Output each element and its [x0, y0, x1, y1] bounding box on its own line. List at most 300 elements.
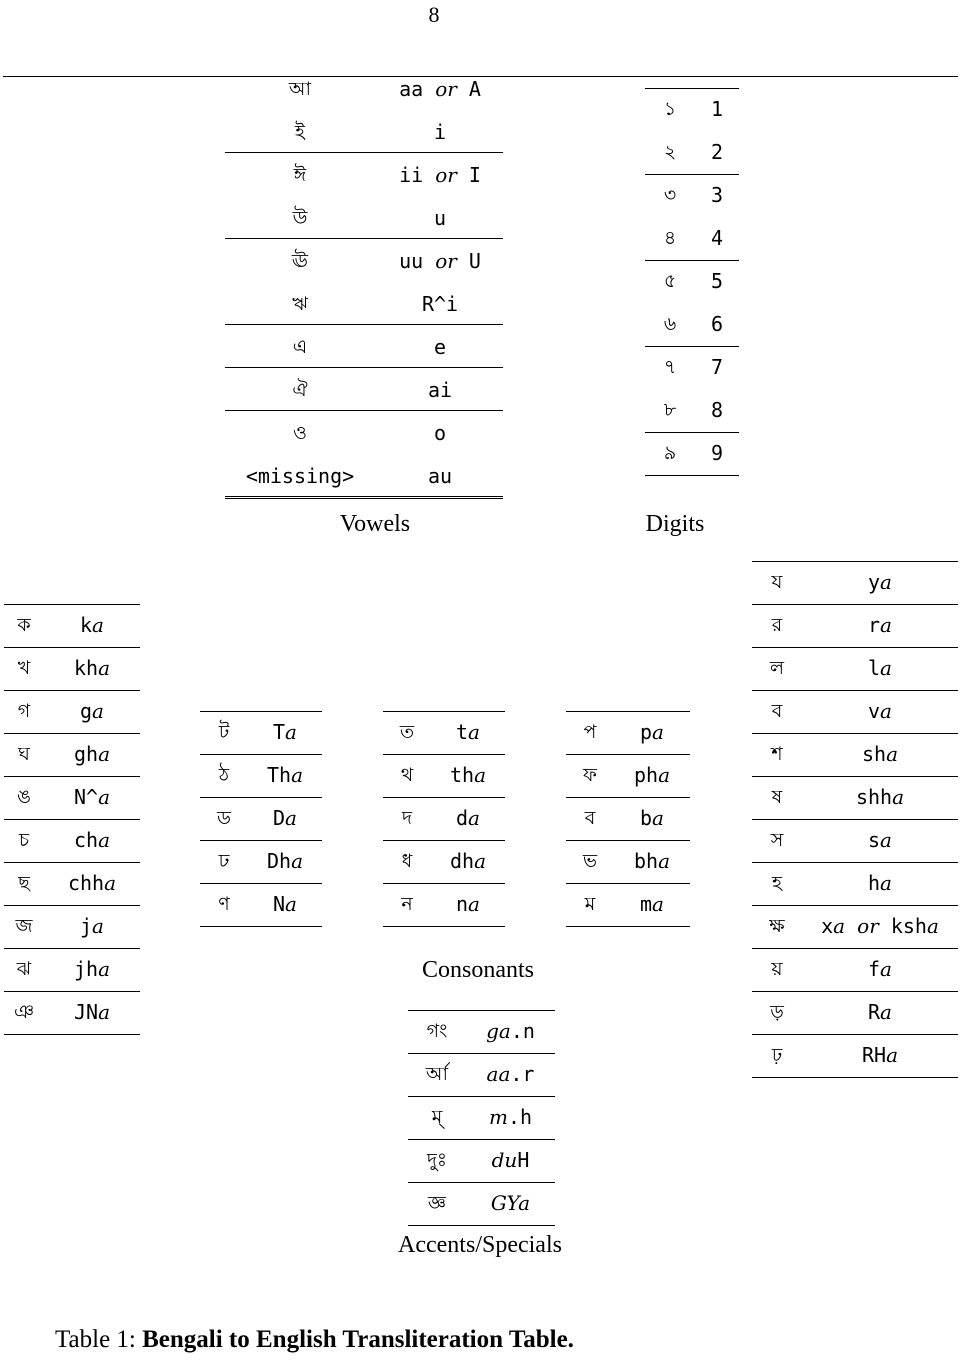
vowel-or: or	[435, 163, 457, 187]
consonant-latin	[44, 905, 140, 948]
page-number: 8	[428, 2, 440, 27]
consonant-bengali: য	[771, 571, 783, 593]
consonant-latin	[614, 797, 690, 840]
consonant-alt-vowel: a	[926, 914, 939, 938]
consonant-latin-vowel: a	[285, 892, 297, 916]
consonant-bengali: ত	[399, 721, 415, 743]
accent-latin-mod: a	[518, 1191, 531, 1215]
consonant-row	[4, 991, 140, 1034]
consonant-latin-root: JN	[73, 1000, 99, 1024]
vowel-alt: U	[468, 249, 481, 273]
consonant-latin-vowel: a	[98, 742, 111, 766]
consonant-latin-root: ch	[73, 828, 99, 852]
consonant-bengali: প	[583, 721, 597, 743]
row-rule	[566, 926, 690, 927]
vowel-bengali: ই	[295, 121, 305, 143]
consonant-latin-vowel: a	[652, 806, 664, 830]
consonant-latin-root: y	[868, 570, 881, 594]
vowel-row	[225, 197, 503, 240]
consonant-latin-vowel: a	[285, 806, 297, 830]
consonant-row	[383, 797, 505, 840]
consonant-latin	[614, 883, 690, 926]
consonant-bengali: র	[771, 614, 783, 636]
consonant-latin-root: gh	[73, 742, 99, 766]
consonant-row	[752, 991, 958, 1034]
consonant-row	[752, 733, 958, 776]
consonant-latin	[431, 711, 505, 754]
consonant-latin-root: jh	[73, 957, 99, 981]
consonant-row	[752, 862, 958, 905]
consonant-latin	[802, 1034, 958, 1077]
consonant-latin-vowel: a	[98, 957, 111, 981]
consonant-latin	[802, 561, 958, 604]
consonant-bengali: ঢ়	[771, 1044, 783, 1066]
consonant-row	[752, 905, 958, 948]
consonants-caption: Consonants	[421, 957, 534, 983]
consonant-latin	[44, 647, 140, 690]
digit-latin: 5	[710, 269, 724, 293]
consonant-row	[4, 862, 140, 905]
consonant-bengali: ড়	[770, 1001, 784, 1023]
consonant-row	[566, 754, 690, 797]
consonant-latin-vowel: a	[92, 613, 104, 637]
consonant-bengali: গ	[17, 700, 31, 722]
vowel-row	[225, 240, 503, 283]
consonant-row	[200, 797, 322, 840]
consonant-bengali: ণ	[218, 893, 230, 915]
vowel-bengali: ঐ	[292, 379, 308, 401]
vowel-latin	[365, 197, 515, 240]
consonant-latin	[431, 840, 505, 883]
consonant-latin-vowel: a	[291, 763, 304, 787]
row-rule	[408, 1225, 555, 1226]
consonant-latin-root: bh	[633, 849, 659, 873]
consonant-latin-vowel: a	[285, 720, 297, 744]
vowel-row	[225, 326, 503, 369]
consonant-latin	[431, 754, 505, 797]
vowel-or: or	[435, 249, 457, 273]
consonant-latin	[248, 711, 322, 754]
consonant-latin-vowel: a	[886, 742, 899, 766]
consonant-row	[752, 690, 958, 733]
consonants-col2	[200, 711, 322, 926]
consonant-bengali: ট	[218, 721, 230, 743]
consonant-latin-root: chh	[67, 871, 105, 895]
consonant-latin-root: l	[868, 656, 881, 680]
vowel-row	[225, 283, 503, 326]
consonant-latin	[802, 862, 958, 905]
consonant-row	[383, 711, 505, 754]
consonant-latin-root: RH	[861, 1043, 887, 1067]
consonant-latin-root: dh	[449, 849, 475, 873]
vowel-row	[225, 412, 503, 455]
table-caption	[55, 1326, 574, 1354]
accent-latin-mod: .r	[510, 1062, 535, 1086]
vowel-latin-main: u	[433, 206, 447, 230]
consonant-latin	[802, 733, 958, 776]
accent-row	[408, 1139, 555, 1182]
consonant-latin	[44, 690, 140, 733]
consonant-row	[752, 776, 958, 819]
accent-latin	[466, 1139, 555, 1182]
consonant-latin-root: R	[868, 1000, 881, 1024]
accents-caption: Accents/Specials	[398, 1232, 562, 1258]
consonant-bengali: ল	[769, 657, 785, 679]
consonant-latin-vowel: a	[658, 763, 671, 787]
vowel-bengali: ও	[293, 422, 307, 444]
row-rule	[225, 496, 503, 497]
digit-row	[645, 260, 739, 303]
consonant-latin-vowel: a	[474, 763, 487, 787]
consonant-latin-root: r	[868, 613, 881, 637]
consonant-latin-vowel: a	[880, 828, 892, 852]
consonant-row	[4, 819, 140, 862]
consonant-latin-root: kh	[73, 656, 99, 680]
consonant-latin-vowel: a	[104, 871, 117, 895]
consonant-latin	[614, 711, 690, 754]
digit-bengali: ৮	[663, 399, 677, 421]
consonant-bengali: চ	[18, 829, 30, 851]
consonant-latin-vowel: a	[92, 914, 104, 938]
consonant-bengali: ড	[217, 807, 231, 829]
consonant-latin-root: th	[449, 763, 475, 787]
digit-row	[645, 389, 739, 432]
digit-latin: 3	[710, 183, 724, 207]
row-rule	[383, 926, 505, 927]
digit-bengali: ৭	[663, 356, 677, 378]
accent-bengali: র্আ	[425, 1063, 449, 1085]
table-caption-label: Table 1:	[55, 1326, 136, 1353]
consonant-latin-root: shh	[855, 785, 893, 809]
accent-latin	[466, 1182, 555, 1225]
vowel-bengali: ঊ	[291, 250, 309, 272]
consonant-latin-root: k	[80, 613, 93, 637]
consonant-latin-vowel: a	[880, 613, 892, 637]
consonant-latin-vowel: a	[98, 828, 111, 852]
consonant-latin	[248, 840, 322, 883]
consonant-row	[566, 711, 690, 754]
digit-row	[645, 131, 739, 174]
consonant-row	[200, 883, 322, 926]
row-rule	[645, 475, 739, 476]
consonant-alt: ksh	[890, 914, 927, 938]
vowel-or: or	[435, 77, 457, 101]
accent-row	[408, 1010, 555, 1053]
accent-latin	[466, 1096, 555, 1139]
consonant-latin-root: sh	[861, 742, 887, 766]
accent-bengali: জ্ঞ	[427, 1192, 447, 1214]
consonant-latin	[44, 991, 140, 1034]
vowel-latin	[365, 326, 515, 369]
row-rule	[225, 410, 503, 411]
consonant-latin-root: D	[273, 806, 286, 830]
consonant-latin-root: m	[640, 892, 653, 916]
vowel-row	[225, 455, 503, 498]
vowel-latin	[365, 283, 515, 326]
digit-bengali: ৬	[663, 313, 677, 335]
vowel-latin-main: e	[433, 335, 447, 359]
consonant-latin	[44, 604, 140, 647]
consonant-latin-root: d	[456, 806, 469, 830]
consonant-row	[752, 647, 958, 690]
row-rule	[4, 1034, 140, 1035]
consonant-row	[383, 883, 505, 926]
consonant-row	[752, 604, 958, 647]
vowel-bengali: ঈ	[293, 164, 307, 186]
consonant-latin-vowel: a	[291, 849, 304, 873]
accent-latin-main: aa	[486, 1062, 511, 1086]
consonant-row	[566, 883, 690, 926]
consonant-latin-vowel: a	[886, 1043, 899, 1067]
consonants-col4	[566, 711, 690, 926]
digit-row	[645, 303, 739, 346]
accent-latin-main: m	[488, 1105, 508, 1129]
consonant-bengali: জ	[15, 915, 33, 937]
table-caption-text: Bengali to English Transliteration Table.	[142, 1326, 574, 1353]
consonant-latin	[431, 883, 505, 926]
vowel-latin-main: uu	[399, 249, 424, 273]
consonants-col3	[383, 711, 505, 926]
consonant-latin-vowel: a	[652, 720, 664, 744]
consonant-latin-root: h	[868, 871, 881, 895]
consonant-latin-vowel: a	[880, 871, 892, 895]
consonant-latin-vowel: a	[98, 1000, 111, 1024]
consonant-latin	[44, 733, 140, 776]
consonant-row	[566, 797, 690, 840]
vowel-latin	[365, 68, 515, 111]
consonant-latin-root: n	[456, 892, 469, 916]
consonant-latin	[802, 604, 958, 647]
consonant-latin-vowel: a	[658, 849, 671, 873]
consonant-bengali: ষ	[771, 786, 783, 808]
vowel-bengali: ঋ	[292, 293, 308, 315]
consonant-latin-vowel: a	[880, 570, 892, 594]
consonant-bengali: ন	[401, 893, 413, 915]
consonant-row	[4, 776, 140, 819]
digit-latin: 2	[710, 140, 724, 164]
digit-latin: 9	[710, 441, 724, 465]
consonant-latin-vowel: a	[652, 892, 664, 916]
consonant-bengali: শ	[771, 743, 783, 765]
digit-bengali: ৩	[663, 184, 677, 206]
vowel-bengali: উ	[292, 207, 308, 229]
consonant-latin-root: f	[868, 957, 881, 981]
consonant-latin-vowel: a	[468, 892, 480, 916]
digit-row	[645, 174, 739, 217]
consonant-bengali: ঠ	[218, 764, 230, 786]
consonant-latin-vowel: a	[98, 656, 111, 680]
consonant-latin	[44, 948, 140, 991]
consonants-col1	[4, 604, 140, 1034]
digit-latin: 7	[710, 355, 724, 379]
consonant-latin	[614, 754, 690, 797]
digit-bengali: ১	[663, 98, 677, 120]
consonant-latin	[248, 883, 322, 926]
consonant-latin-vowel: a	[833, 914, 846, 938]
vowel-latin-main: R^i	[421, 292, 459, 316]
consonant-latin	[44, 862, 140, 905]
consonant-bengali: ঞ	[13, 1001, 35, 1023]
digits-caption: Digits	[645, 511, 705, 537]
consonant-bengali: থ	[400, 764, 414, 786]
consonant-latin-root: s	[868, 828, 881, 852]
vowel-latin-main: i	[433, 120, 447, 144]
consonant-row	[4, 905, 140, 948]
consonant-row	[752, 561, 958, 604]
row-rule	[225, 367, 503, 368]
accent-bengali: দুঃ	[426, 1149, 448, 1171]
consonant-bengali: ঙ	[17, 786, 31, 808]
consonant-latin	[44, 819, 140, 862]
consonant-row	[566, 840, 690, 883]
vowel-row	[225, 111, 503, 154]
consonant-latin	[248, 797, 322, 840]
consonant-bengali: ব	[584, 807, 596, 829]
consonant-latin-vowel: a	[98, 785, 111, 809]
vowel-latin	[365, 240, 515, 283]
accent-latin-main: du	[491, 1148, 518, 1172]
vowel-latin	[365, 455, 515, 498]
digit-latin: 1	[710, 97, 724, 121]
row-rule	[225, 324, 503, 325]
consonant-latin-root: g	[80, 699, 93, 723]
digit-bengali: ৫	[663, 270, 677, 292]
consonant-bengali: ভ	[582, 850, 598, 872]
consonant-bengali: ক	[17, 614, 31, 636]
digits-table	[645, 88, 739, 476]
consonant-latin-root: p	[640, 720, 653, 744]
digit-bengali: ৪	[663, 227, 677, 249]
consonant-latin	[44, 776, 140, 819]
consonant-bengali: ছ	[18, 872, 30, 894]
vowel-latin-main: ii	[399, 163, 424, 187]
consonant-latin-root: Dh	[266, 849, 292, 873]
row-rule	[752, 1077, 958, 1078]
digit-bengali: ২	[663, 141, 677, 163]
vowels-caption: Vowels	[339, 511, 411, 537]
row-rule	[225, 498, 503, 499]
consonant-latin-vowel: a	[880, 656, 892, 680]
consonant-bengali: ঘ	[18, 743, 30, 765]
consonant-bengali: ব	[771, 700, 783, 722]
consonant-row	[383, 840, 505, 883]
consonant-latin-root: b	[640, 806, 653, 830]
digit-latin: 6	[710, 312, 724, 336]
vowel-alt: I	[468, 163, 481, 187]
consonant-latin	[802, 647, 958, 690]
accent-row	[408, 1096, 555, 1139]
consonant-bengali: ফ	[583, 764, 597, 786]
consonant-row	[200, 711, 322, 754]
vowel-row	[225, 154, 503, 197]
row-rule	[200, 926, 322, 927]
consonant-latin-root: ph	[633, 763, 659, 787]
row-rule	[225, 238, 503, 239]
consonant-latin	[248, 754, 322, 797]
accent-latin-mod: H	[517, 1148, 530, 1172]
consonant-row	[200, 840, 322, 883]
consonant-latin-vowel: a	[474, 849, 487, 873]
accent-latin-mod: .h	[507, 1105, 533, 1129]
consonant-latin-vowel: a	[892, 785, 905, 809]
consonant-latin-root: N^	[73, 785, 99, 809]
accent-latin	[466, 1010, 555, 1053]
digit-bengali: ৯	[663, 442, 677, 464]
accent-latin-mod: .n	[510, 1019, 535, 1043]
consonant-row	[4, 948, 140, 991]
vowel-alt: A	[468, 77, 481, 101]
vowel-latin-main: o	[433, 421, 447, 445]
digit-latin: 4	[710, 226, 724, 250]
vowel-latin-main: aa	[399, 77, 424, 101]
consonant-latin-vowel: a	[880, 699, 892, 723]
consonant-row	[752, 948, 958, 991]
consonant-latin	[802, 905, 958, 948]
consonant-row	[4, 690, 140, 733]
consonant-latin-vowel: a	[880, 957, 892, 981]
accents-table	[408, 1010, 555, 1225]
vowel-row	[225, 369, 503, 412]
consonant-latin	[802, 948, 958, 991]
digit-row	[645, 88, 739, 131]
vowel-bengali: এ	[292, 336, 308, 358]
consonant-bengali: দ	[402, 807, 412, 829]
accent-row	[408, 1182, 555, 1225]
vowel-row	[225, 68, 503, 111]
consonant-latin-vowel: a	[92, 699, 104, 723]
consonant-bengali: য়	[771, 958, 783, 980]
consonant-latin-root: Th	[266, 763, 292, 787]
consonant-bengali: হ	[772, 872, 782, 894]
consonant-row	[200, 754, 322, 797]
consonant-latin	[802, 690, 958, 733]
consonant-latin-root: j	[80, 914, 93, 938]
consonant-bengali: ধ	[401, 850, 413, 872]
consonant-bengali: ঢ	[218, 850, 230, 872]
digit-row	[645, 217, 739, 260]
accent-row	[408, 1053, 555, 1096]
accent-latin-main: GY	[490, 1191, 519, 1215]
vowel-latin-main: ai	[427, 378, 453, 402]
row-rule	[225, 152, 503, 153]
consonant-latin-root: T	[273, 720, 286, 744]
vowel-latin	[365, 369, 515, 412]
consonants-col5	[752, 561, 958, 1077]
consonant-latin	[802, 819, 958, 862]
vowel-bengali: <missing>	[245, 464, 355, 488]
accent-bengali: গং	[426, 1020, 448, 1042]
vowel-bengali: আ	[288, 78, 312, 100]
consonant-latin-root: v	[868, 699, 881, 723]
vowels-table	[225, 68, 503, 498]
vowel-latin	[365, 111, 515, 154]
accent-latin-main: ga	[486, 1019, 511, 1043]
consonant-latin-vowel: a	[880, 1000, 892, 1024]
consonant-latin	[802, 991, 958, 1034]
consonant-latin-vowel: a	[468, 806, 480, 830]
digit-row	[645, 432, 739, 475]
consonant-bengali: স	[770, 829, 784, 851]
consonant-bengali: খ	[17, 657, 31, 679]
digit-row	[645, 346, 739, 389]
consonant-bengali: ম	[584, 893, 596, 915]
digit-latin: 8	[710, 398, 724, 422]
consonant-latin-root: x	[821, 914, 834, 938]
consonant-latin	[802, 776, 958, 819]
consonant-latin-root: N	[273, 892, 286, 916]
vowel-latin-main: au	[427, 464, 453, 488]
vowel-latin	[365, 412, 515, 455]
